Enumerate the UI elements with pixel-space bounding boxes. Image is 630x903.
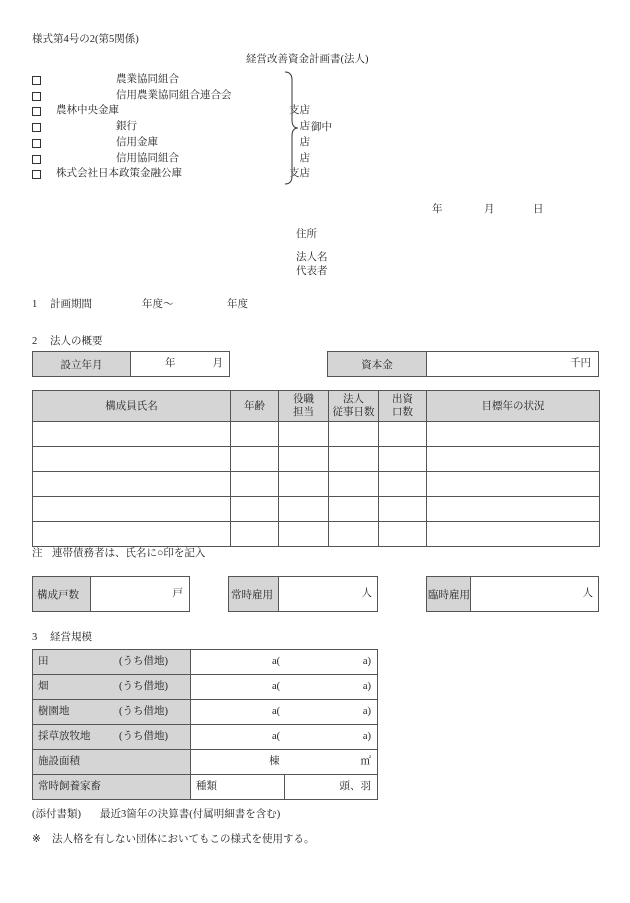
livestock-label-cell xyxy=(33,775,191,800)
established-input[interactable] xyxy=(131,352,229,376)
member-days-cell[interactable] xyxy=(329,497,379,522)
area-unit-close: a) xyxy=(362,681,371,692)
capital-box xyxy=(327,351,599,377)
land-area-input[interactable] xyxy=(191,725,378,750)
address-label: 住所 xyxy=(296,229,317,240)
institution-checkbox[interactable] xyxy=(32,155,41,164)
institution-suffix: 支店 xyxy=(289,105,310,117)
livestock-label: 常時飼養家畜 xyxy=(38,781,101,792)
header-role: 役職 担当 xyxy=(279,391,329,422)
members-table xyxy=(32,390,600,547)
institution-checkbox[interactable] xyxy=(32,139,41,148)
table-row xyxy=(33,700,378,725)
facility-label: 施設面積 xyxy=(38,756,80,767)
land-sub-label: (うち借地) xyxy=(119,731,168,742)
land-label: 樹園地 xyxy=(38,706,70,717)
institution-checkbox[interactable] xyxy=(32,123,41,132)
table-row xyxy=(33,750,378,775)
temporary-employees-input[interactable] xyxy=(471,577,598,611)
member-role-cell[interactable] xyxy=(279,497,329,522)
member-role-cell[interactable] xyxy=(279,422,329,447)
member-status-cell[interactable] xyxy=(427,422,600,447)
temporary-employees-label: 臨時雇用 xyxy=(427,577,471,611)
member-shares-cell[interactable] xyxy=(379,447,427,472)
plan-period-to: 年度 xyxy=(227,299,248,310)
established-month-unit: 月 xyxy=(212,358,223,369)
section3-number: 3 xyxy=(32,632,38,643)
attachments-text: 最近3箇年の決算書(付属明細書を含む) xyxy=(100,809,281,820)
header-shares: 出資 口数 xyxy=(379,391,427,422)
member-age-cell[interactable] xyxy=(231,497,279,522)
form-number: 様式第4号の2(第5関係) xyxy=(32,34,139,45)
capital-input[interactable] xyxy=(427,352,598,376)
land-label-cell xyxy=(33,700,191,725)
table-row xyxy=(33,447,600,472)
note-text: 連帯債務者は、氏名に○印を記入 xyxy=(52,548,206,559)
member-status-cell[interactable] xyxy=(427,472,600,497)
area-unit-close: a) xyxy=(362,731,371,742)
land-label: 採草放牧地 xyxy=(38,731,91,742)
footnote-mark: ※ xyxy=(32,834,41,845)
capital-label: 資本金 xyxy=(328,352,427,376)
member-shares-cell[interactable] xyxy=(379,522,427,547)
established-label: 設立年月 xyxy=(33,352,131,376)
scale-table xyxy=(32,649,378,800)
land-label: 畑 xyxy=(38,681,49,692)
member-shares-cell[interactable] xyxy=(379,472,427,497)
land-sub-label: (うち借地) xyxy=(119,681,168,692)
table-row xyxy=(33,522,600,547)
header-member-name: 構成員氏名 xyxy=(33,391,231,422)
member-name-cell[interactable] xyxy=(33,472,231,497)
facility-count-unit: 棟 xyxy=(269,756,280,767)
institution-suffix: 支店 xyxy=(289,168,310,180)
table-row xyxy=(33,497,600,522)
member-age-cell[interactable] xyxy=(231,422,279,447)
area-unit-open: a( xyxy=(272,656,281,667)
member-shares-cell[interactable] xyxy=(379,422,427,447)
institution-name: 信用金庫 xyxy=(116,136,158,148)
land-label-cell xyxy=(33,725,191,750)
plan-period-from: 年度～ xyxy=(142,299,174,310)
facility-input[interactable] xyxy=(191,750,378,775)
member-name-cell[interactable] xyxy=(33,447,231,472)
institution-checkbox[interactable] xyxy=(32,170,41,179)
table-row xyxy=(33,472,600,497)
section2-heading: 法人の概要 xyxy=(50,336,103,347)
header-target-status: 目標年の状況 xyxy=(427,391,600,422)
member-age-cell[interactable] xyxy=(231,522,279,547)
member-role-cell[interactable] xyxy=(279,472,329,497)
institution-name: 農林中央金庫 xyxy=(56,105,119,117)
permanent-employees-input[interactable] xyxy=(279,577,377,611)
institution-name: 銀行 xyxy=(116,121,137,133)
institution-suffix: 店 xyxy=(299,152,310,164)
area-unit-close: a) xyxy=(362,706,371,717)
member-status-cell[interactable] xyxy=(427,497,600,522)
member-shares-cell[interactable] xyxy=(379,497,427,522)
member-role-cell[interactable] xyxy=(279,522,329,547)
table-row xyxy=(33,675,378,700)
date-field[interactable] xyxy=(400,200,550,220)
institution-name: 農業協同組合 xyxy=(116,74,179,85)
institution-name: 信用協同組合 xyxy=(116,152,179,164)
land-sub-label: (うち借地) xyxy=(119,706,168,717)
institution-name: 株式会社日本政策金融公庫 xyxy=(56,168,182,180)
institution-suffix: 店 xyxy=(299,121,310,133)
members-header-row xyxy=(33,391,600,422)
member-status-cell[interactable] xyxy=(427,447,600,472)
households-unit: 戸 xyxy=(172,588,183,599)
representative-label: 代表者 xyxy=(296,266,328,277)
date-year-label: 年 xyxy=(432,204,443,215)
temporary-employees-box xyxy=(426,576,599,612)
area-unit-open: a( xyxy=(272,706,281,717)
table-row xyxy=(33,650,378,675)
form-title: 経営改善資金計画書(法人) xyxy=(246,54,369,65)
member-days-cell[interactable] xyxy=(329,422,379,447)
households-box xyxy=(32,576,190,612)
section3-heading: 経営規模 xyxy=(50,632,92,643)
section1-number: 1 xyxy=(32,299,38,310)
livestock-unit: 頭、羽 xyxy=(339,781,371,792)
member-role-cell[interactable] xyxy=(279,447,329,472)
section2-number: 2 xyxy=(32,336,38,347)
land-label-cell xyxy=(33,675,191,700)
date-day-label: 日 xyxy=(533,204,544,215)
land-label: 田 xyxy=(38,656,49,667)
note-mark: 注 xyxy=(32,548,43,559)
member-days-cell[interactable] xyxy=(329,447,379,472)
permanent-employees-box xyxy=(228,576,378,612)
land-label-cell xyxy=(33,650,191,675)
permanent-employees-unit: 人 xyxy=(361,588,372,599)
table-row xyxy=(33,775,378,800)
table-row xyxy=(33,725,378,750)
member-days-cell[interactable] xyxy=(329,522,379,547)
member-status-cell[interactable] xyxy=(427,522,600,547)
institution-checkbox[interactable] xyxy=(32,107,41,116)
member-name-cell[interactable] xyxy=(33,422,231,447)
header-age: 年齢 xyxy=(231,391,279,422)
capital-unit: 千円 xyxy=(570,358,591,369)
facility-area-unit: ㎡ xyxy=(360,756,371,767)
households-input[interactable] xyxy=(91,577,189,611)
institution-checkbox[interactable] xyxy=(32,92,41,101)
section1-heading: 計画期間 xyxy=(50,299,92,310)
member-name-cell[interactable] xyxy=(33,522,231,547)
institution-checkbox[interactable] xyxy=(32,76,41,85)
households-label: 構成戸数 xyxy=(33,577,91,611)
member-name-cell[interactable] xyxy=(33,497,231,522)
footnote-text: 法人格を有しない団体においてもこの様式を使用する。 xyxy=(52,834,315,845)
established-year-unit: 年 xyxy=(165,358,176,369)
member-age-cell[interactable] xyxy=(231,472,279,497)
established-box xyxy=(32,351,230,377)
header-work-days: 法人 従事日数 xyxy=(329,391,379,422)
area-unit-open: a( xyxy=(272,731,281,742)
area-unit-close: a) xyxy=(362,656,371,667)
institution-suffix: 店 xyxy=(299,136,310,148)
livestock-kind-label: 種類 xyxy=(196,781,217,792)
area-unit-open: a( xyxy=(272,681,281,692)
land-sub-label: (うち借地) xyxy=(119,656,168,667)
member-age-cell[interactable] xyxy=(231,447,279,472)
land-area-input[interactable] xyxy=(191,700,378,725)
corp-name-label: 法人名 xyxy=(296,252,328,263)
member-days-cell[interactable] xyxy=(329,472,379,497)
land-area-input[interactable] xyxy=(191,650,378,675)
date-month-label: 月 xyxy=(484,204,495,215)
temporary-employees-unit: 人 xyxy=(582,588,593,599)
livestock-kind-input[interactable] xyxy=(191,775,285,800)
attachments-label: (添付書類) xyxy=(32,809,81,820)
table-row xyxy=(33,422,600,447)
curly-brace-icon xyxy=(283,70,303,186)
land-area-input[interactable] xyxy=(191,675,378,700)
institution-name: 信用農業協同組合連合会 xyxy=(116,89,232,101)
facility-label-cell xyxy=(33,750,191,775)
permanent-employees-label: 常時雇用 xyxy=(229,577,279,611)
addressee-honorific: 御中 xyxy=(311,122,332,133)
livestock-count-input[interactable] xyxy=(285,775,378,800)
